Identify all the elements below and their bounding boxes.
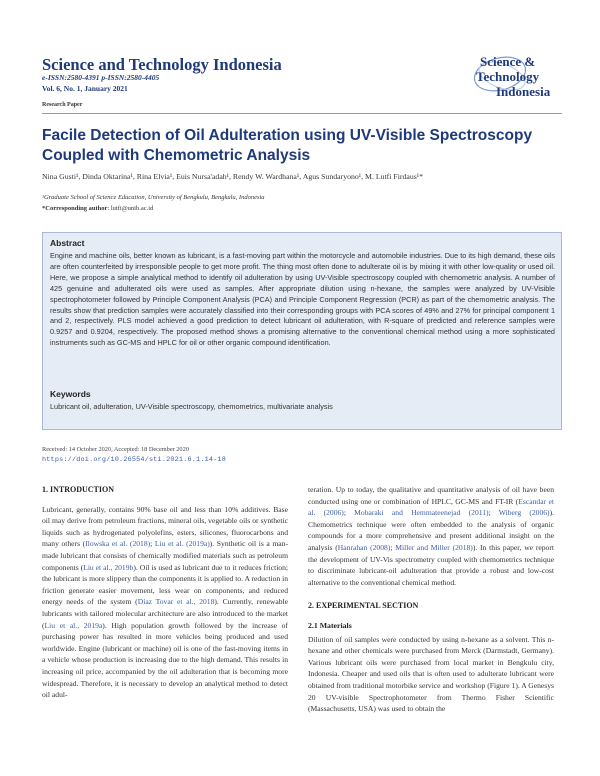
body-column-left: [42, 484, 288, 713]
paper-title: Facile Detection of Oil Adulteration using UV-Visible Spectroscopy Coupled with Chemometric Analysis: [42, 127, 533, 164]
abstract-heading: Abstract: [50, 238, 85, 248]
citation[interactable]: Hanrahan (2008): [337, 542, 391, 552]
citation[interactable]: Miller and Miller (2018): [395, 542, 473, 552]
doi-link[interactable]: https://doi.org/10.26554/sti.2021.6.1.14-18: [42, 456, 226, 464]
received-dates: Received: 14 October 2020, Accepted: 18 December 2020: [42, 446, 189, 453]
corresponding-email: : lutfi@unib.ac.id: [107, 205, 154, 212]
journal-name: Science and Technology Indonesia: [42, 55, 282, 74]
citation[interactable]: Liu et al., 2019b: [83, 562, 134, 572]
intro-paragraph-continued: teration. Up to today, the qualitative and quantitative analysis of oil have been conducted using one or combination of HPLC, GC-MS and FT-IR (Escandar et al. (2006); Mobaraki and Hemmateenejad (2011); Wiberg (2006)). Chemometrics technique were often embedded to the analysis of organic compounds for a more comprehensive and present additional insight on the analysis (Hanrahan (2008); Miller and Miller (2018)). In this paper, we report the development of UV-Vis spectrometry coupled with chemometrics technique to discriminate lubricant-oil adulteration that provide a robust and low-cost alternative to the conventional chemical method.: [308, 485, 555, 587]
citation[interactable]: Ilowska et al. (2018): [85, 539, 151, 549]
materials-paragraph: Dilution of oil samples were conducted by using n-hexane as a solvent. This n-hexane and other chemicals were purchased from Merck (Darmstadt, Germany). Various lubricant oils were purchased from local market in Bengkulu city, Indonesia. Cheaper and used oils that is often used to adulterate lubricant were obtained from traditional motorbike service and workshop (Figure 1). A Genesys 20 UV-visible Spectrophotometer from Thermo Fisher Scientific (Massachusetts, USA) was used to obtain the: [308, 634, 554, 714]
corresponding-label: *Corresponding author: [42, 205, 108, 212]
citation[interactable]: Liu et al., 2019a: [44, 620, 103, 630]
intro-paragraph: Lubricant, generally, contains 90% base oil and less than 10% additives. Base oil may derive from petroleum fractions, mineral oils, vegetable oils or synthetic liquids such as hydrogenated polyolefins, esters, silicones, fluorocarbons and many others (Ilowska et al. (2018); Liu et al. (2019a)). Synthetic oil is a man-made lubricant that consists of chemically modified materials such as petroleum components (Liu et al., 2019b). Oil is used as lubricant due to it reduces friction; the lubricant is more slippery than the components it is applied to. A reduction in friction generate easier movement, less wear on components, and reduced energy needs of the system (Díaz Tovar et al., 2018). Currently, renewable lubricants with tailored molecular architecture are also introduced to the market (Liu et al., 2019a). High population growth followed by the increase of purchasing power has resulted in more vehicles being produced and used worldwide. Engine (lubricant or machine) oil is one of the fast-moving items in a vehicle whose production is increasing due to the high demand. This results in increasing oil price, accompanied by the oil adulteration that is becoming more widespread. Therefore, it is necessary to develop an analytical method to detect oil adul-: [42, 504, 289, 700]
header-divider: [42, 113, 562, 114]
subsection-heading-materials: 2.1 Materials: [308, 620, 352, 630]
journal-volume: Vol. 6, No. 1, January 2021: [42, 84, 128, 93]
abstract-text: Engine and machine oils, better known as lubricant, is a fast-moving part within the motorcycle and automobile industries. Due to its high demand, these oils are often counterfeited by irresponsible people to get more profit. The thing most often done to adulterate oil is by mixing it with other low-quality or used oil. Here, we propose a simple analytical method to identify oil adulteration by using UV-Visible spectroscopy coupled with chemometric analysis. A number of 425 genuine and adulterated oils were used as samples. After appropriate dilution using n-hexane, the samples were analyzed by UV-Visible spectrophotometer followed by Principle Component Analysis (PCA) and Principle Component Regression (PCR) as part of the chemometric analysis. The results show that prediction samples were accurately classified into their corresponding groups with PCA scores of 49% and 27% for principal component 1 and 2, respectively. PLS model achieved a good prediction to detect lubricant oil adulteration, with R-square of predicted and reference samples were 0.9257 and 0.9204, respectively. The proposed method shows a promising alternative to the conventional chemical method using a more sophisticated instruments such as GC-MS and HPLC for oil or other organic compound identification.: [50, 251, 555, 348]
citation[interactable]: Liu et al. (2019a): [154, 539, 210, 549]
corresponding-author: [42, 205, 153, 212]
section-heading-introduction: 1. INTRODUCTION: [42, 485, 115, 494]
logo-line-2: Technology: [476, 69, 540, 84]
citation[interactable]: Mobaraki and Hemmateenejad (2011): [354, 508, 489, 518]
affiliation: ¹Graduate School of Science Education, University of Bengkulu, Bengkulu, Indonesia: [42, 194, 265, 201]
journal-issn: e-ISSN:2580-4391 p-ISSN:2580-4405: [42, 73, 160, 82]
logo-line-1: Science &: [480, 54, 536, 69]
section-heading-experimental: 2. EXPERIMENTAL SECTION: [308, 601, 419, 611]
citation[interactable]: Díaz Tovar et al., 2018: [137, 597, 215, 607]
logo-line-3: Indonesia: [496, 84, 551, 99]
citation[interactable]: Escandar et al. (2006): [308, 496, 554, 518]
journal-logo: [470, 52, 560, 100]
keywords-text: Lubricant oil, adulteration, UV-Visible spectroscopy, chemometrics, multivariate analysis: [50, 402, 333, 411]
citation[interactable]: Wiberg (2006): [498, 508, 550, 518]
author-list: Nina Gusti¹, Dinda Oktarina¹, Rina Elvia¹, Euis Nursa'adah¹, Rendy W. Wardhana¹, Agus Sundaryono¹, M. Lutfi Firdaus¹*: [42, 172, 424, 181]
abstract-box: [42, 232, 562, 430]
body-column-right: [308, 484, 554, 727]
keywords-heading: Keywords: [50, 389, 91, 399]
article-type: Research Paper: [42, 102, 83, 108]
